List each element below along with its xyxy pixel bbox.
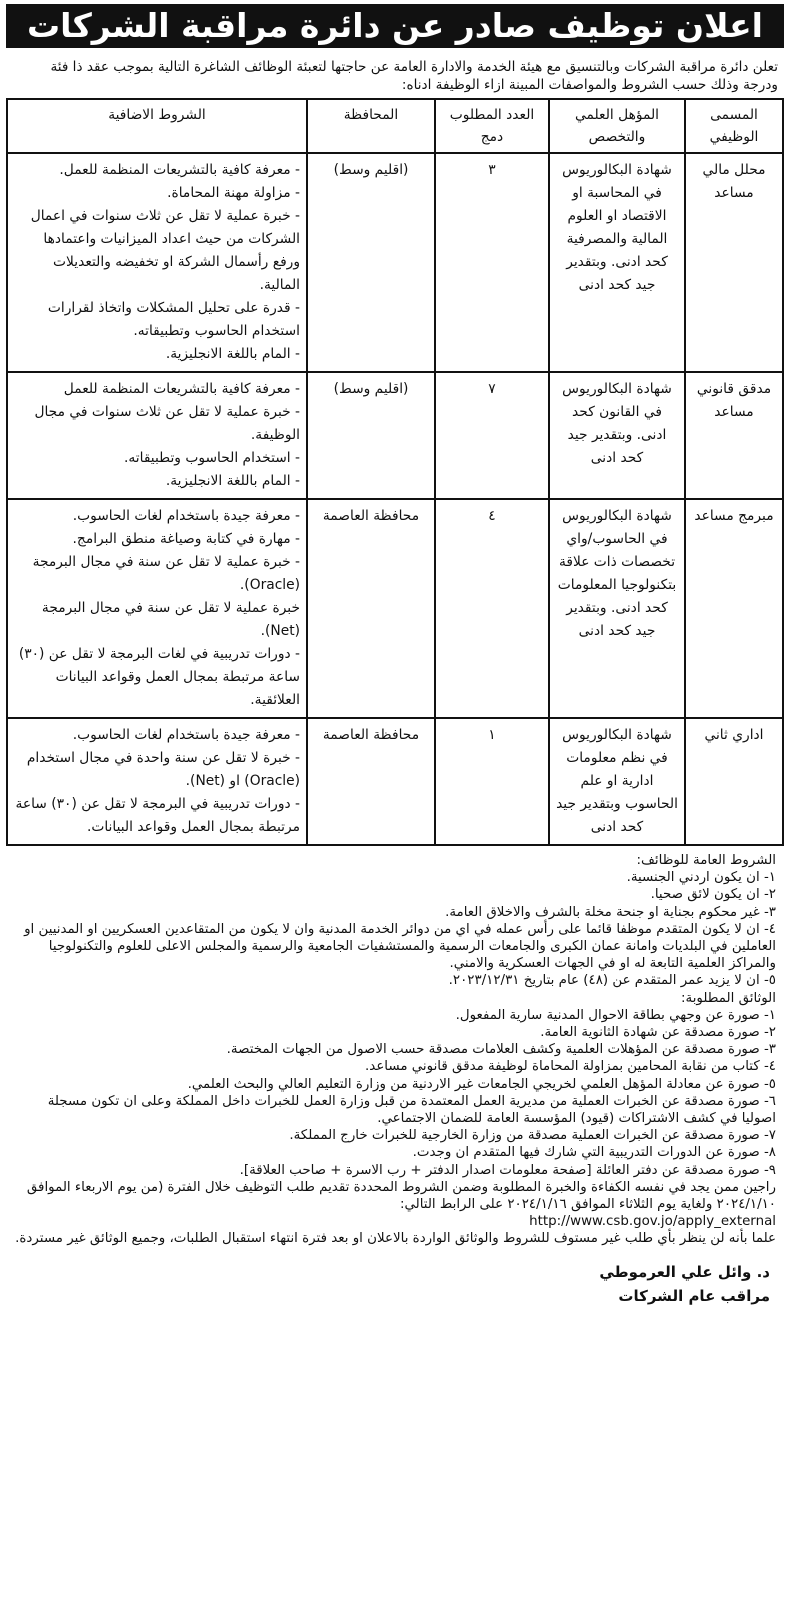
signature-block: [6, 1248, 784, 1308]
header-qualification: المؤهل العلمي والتخصص: [549, 99, 685, 153]
document-item: ٣- صورة مصدقة عن المؤهلات العلمية وكشف العلامات مصدقة حسب الاصول من الجهات المختصة.: [226, 1042, 776, 1058]
header-count: العدد المطلوب دمج: [435, 99, 549, 153]
job-conditions: [7, 372, 307, 499]
general-condition-item: ٢- ان يكون لائق صحيا.: [650, 887, 776, 903]
condition-item: - معرفة كافية بالتشريعات المنظمة للعمل: [63, 381, 300, 397]
job-count: ٣: [435, 153, 549, 372]
document-item: ٨- صورة عن الدورات التدريبية التي شارك فيها المتقدم ان وجدت.: [412, 1145, 776, 1161]
condition-item: - استخدام الحاسوب وتطبيقاته.: [124, 450, 300, 466]
general-condition-item: ١- ان يكون اردني الجنسية.: [626, 870, 776, 886]
job-qualification: شهادة البكالوريوس في المحاسبة او الاقتصاد او العلوم المالية والمصرفية كحد ادنى. وبتقدير جيد كحد ادنى: [549, 153, 685, 372]
condition-item: - خبرة عملية لا تقل عن ثلاث سنوات في اعمال الشركات من حيث اعداد الميزانيات واعتمادها ورفع رأسمال الشركة او تخفيضه والتعديلات المالية.: [30, 208, 300, 293]
document-item: ٩- صورة مصدقة عن دفتر العائلة [صفحة معلومات اصدار الدفتر + رب الاسرة + صاحب العلاقة].: [239, 1162, 776, 1178]
job-count: ٧: [435, 372, 549, 499]
job-title: مبرمج مساعد: [685, 499, 783, 718]
job-conditions: [7, 718, 307, 845]
general-condition-item: ٥- ان لا يزيد عمر المتقدم عن (٤٨) عام بتاريخ ٢٠٢٣/١٢/٣١.: [448, 973, 776, 989]
signatory-name: د. وائل علي العرموطي: [599, 1262, 770, 1281]
job-governorate: (اقليم وسط): [307, 153, 435, 372]
condition-item: - المام باللغة الانجليزية.: [165, 473, 300, 489]
document-item: ٤- كتاب من نقابة المحامين بمزاولة المحاماة لوظيفة مدقق قانوني مساعد.: [365, 1059, 776, 1075]
condition-item: - معرفة كافية بالتشريعات المنظمة للعمل.: [59, 162, 300, 178]
job-governorate: محافظة العاصمة: [307, 499, 435, 718]
table-row: [7, 153, 783, 372]
job-title: اداري ثاني: [685, 718, 783, 845]
job-qualification: شهادة البكالوريوس في الحاسوب/واي تخصصات ذات علاقة بتكنولوجيا المعلومات كحد ادنى. وبتقدير جيد كحد ادنى: [549, 499, 685, 718]
document-item: ٦- صورة مصدقة عن الخبرات العملية من مديرية العمل المعتمدة من قبل وزارة العمل للخبرات داخل المملكة وعلى ان تكون مسجلة اصوليا في كشف الاشتراكات (قيود) المؤسسة العامة للضمان الاجتماعي.: [47, 1093, 776, 1127]
condition-item: - خبرة لا تقل عن سنة واحدة في مجال استخدام (Oracle) او (Net).: [26, 750, 300, 789]
closing-note: علما بأنه لن ينظر بأي طلب غير مستوف للشروط والوثائق الواردة بالاعلان او بعد فترة انتهاء استقبال الطلبات، وجميع الوثائق غير مستردة.: [15, 1231, 776, 1247]
table-row: [7, 718, 783, 845]
job-count: ١: [435, 718, 549, 845]
signatory-position: مراقب عام الشركات: [618, 1286, 770, 1305]
job-governorate: محافظة العاصمة: [307, 718, 435, 845]
general-condition-item: ٤- ان لا يكون المتقدم موظفا قائما على رأس عمله في اي من دوائر الخدمة المدنية وان لا يكون من المتقاعدين العسكريين او المدنيين او العاملين في البلديات وامانة عمان الكبرى والجامعات الرسمية والمستشفيات الجامعية والرسمية والمجلس الاعلى للعلوم والتكنولوجيا والمراكز العلمية التابعة له او في الجهات العسكرية والامني.: [24, 921, 776, 972]
job-count: ٤: [435, 499, 549, 718]
condition-item: - المام باللغة الانجليزية.: [165, 346, 300, 362]
condition-item: - مزاولة مهنة المحاماة.: [167, 185, 300, 201]
intro-paragraph: تعلن دائرة مراقبة الشركات وبالتنسيق مع هيئة الخدمة والادارة العامة عن حاجتها لتعبئة الوظائف الشاغرة التالية بموجب عقد ذا فئة ودرجة وذلك حسب الشروط والمواصفات المبينة ازاء الوظيفة ادناه:: [50, 59, 778, 93]
general-condition-item: ٣- غير محكوم بجناية او جنحة مخلة بالشرف والاخلاق العامة.: [445, 904, 776, 920]
general-conditions-section: [6, 846, 784, 1248]
jobs-table: [6, 98, 784, 846]
table-row: [7, 372, 783, 499]
table-row: [7, 499, 783, 718]
condition-item: - خبرة عملية لا تقل عن سنة في مجال البرمجة (Oracle).: [32, 554, 300, 593]
application-instructions: راجين ممن يجد في نفسه الكفاءة والخبرة المطلوبة وضمن الشروط المحددة تقديم طلب التوظيف خلال الفترة (من يوم الاربعاء الموافق ٢٠٢٤/١/١٠ ولغاية يوم الثلاثاء الموافق ٢٠٢٤/١/١٦ على الرابط التالي:: [26, 1179, 776, 1213]
condition-item: - معرفة جيدة باستخدام لغات الحاسوب.: [72, 508, 300, 524]
header-title: المسمى الوظيفي: [685, 99, 783, 153]
job-title: محلل مالي مساعد: [685, 153, 783, 372]
condition-item: - دورات تدريبية في لغات البرمجة لا تقل عن (٣٠) ساعة مرتبطة بمجال العمل وقواعد البيانات العلائقية.: [18, 646, 300, 708]
document-item: ٥- صورة عن معادلة المؤهل العلمي لخريجي الجامعات غير الاردنية من وزارة التعليم العالي والبحث العلمي.: [187, 1076, 776, 1092]
condition-item: - قدرة على تحليل المشكلات واتخاذ لقرارات استخدام الحاسوب وتطبيقاته.: [47, 300, 300, 339]
job-qualification: شهادة البكالوريوس في نظم معلومات ادارية او علم الحاسوب وبتقدير جيد كحد ادنى: [549, 718, 685, 845]
condition-item: - مهارة في كتابة وصياغة منطق البرامج.: [72, 531, 300, 547]
document-item: ٢- صورة مصدقة عن شهادة الثانوية العامة.: [540, 1025, 776, 1041]
apply-link[interactable]: http://www.csb.gov.jo/apply_external: [529, 1214, 776, 1230]
condition-item: - خبرة عملية لا تقل عن ثلاث سنوات في مجال الوظيفة.: [34, 404, 300, 443]
document-item: ١- صورة عن وجهي بطاقة الاحوال المدنية سارية المفعول.: [455, 1007, 776, 1023]
documents-heading: الوثائق المطلوبة:: [681, 990, 776, 1006]
condition-item: خبرة عملية لا تقل عن سنة في مجال البرمجة (Net).: [41, 600, 300, 639]
header-extra-conditions: الشروط الاضافية: [7, 99, 307, 153]
condition-item: - دورات تدريبية في البرمجة لا تقل عن (٣٠) ساعة مرتبطة بمجال العمل وقواعد البيانات.: [15, 796, 300, 835]
job-governorate: (اقليم وسط): [307, 372, 435, 499]
header-governorate: المحافظة: [307, 99, 435, 153]
condition-item: - معرفة جيدة باستخدام لغات الحاسوب.: [72, 727, 300, 743]
table-header-row: [7, 99, 783, 153]
job-title: مدقق قانوني مساعد: [685, 372, 783, 499]
document-item: ٧- صورة مصدقة عن الخبرات العملية مصدقة من وزارة الخارجية للخبرات خارج المملكة.: [289, 1128, 776, 1144]
job-conditions: [7, 153, 307, 372]
announcement-title: اعلان توظيف صادر عن دائرة مراقبة الشركات: [6, 4, 784, 48]
general-conditions-heading: الشروط العامة للوظائف:: [636, 853, 776, 868]
job-conditions: [7, 499, 307, 718]
job-qualification: شهادة البكالوريوس في القانون كحد ادنى. وبتقدير جيد كحد ادنى: [549, 372, 685, 499]
